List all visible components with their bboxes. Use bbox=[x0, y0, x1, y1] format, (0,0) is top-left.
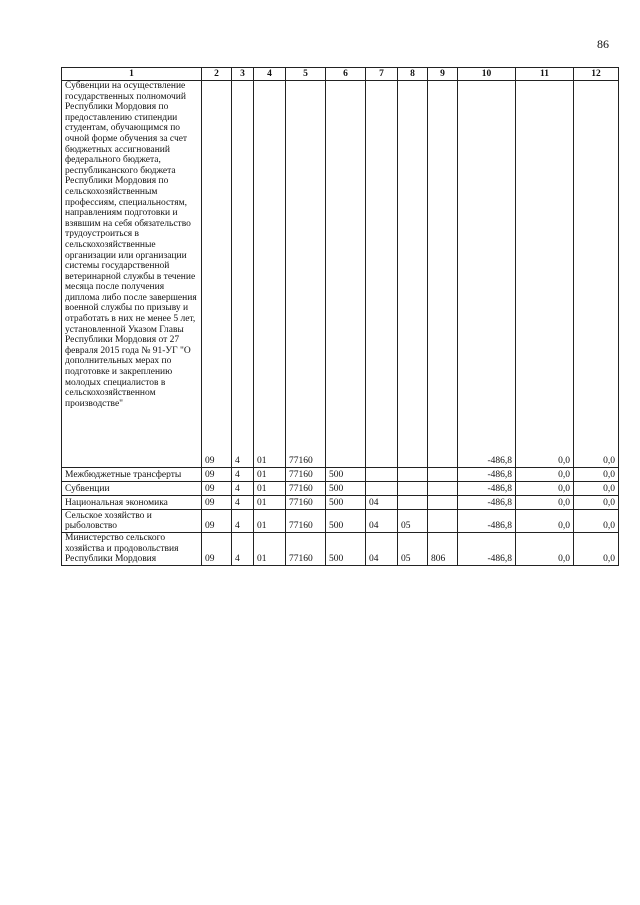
row-name: Национальная экономика bbox=[62, 496, 202, 510]
cell-c2: 09 bbox=[202, 81, 232, 468]
row-name: Субвенции на осуществление государственных полномочий Республики Мордовия по предоставлению стипендии студентам, обучающимся по очной форме обучения за счет бюджетных ассигнований федерального бюджета, республиканского бюджета Республики Мордовия по сельскохозяйственным профессиям, специальностям, направлениям подготовки и взявшим на себя обязательство трудоустроиться в сельскохозяйственные организации или организации системы государственной ветеринарной службы в течение месяца после получения диплома либо после завершения военной службы по призыву и отработать в них не менее 5 лет, установленной Указом Главы Республики Мордовия от 27 февраля 2015 года № 91-УГ "О дополнительных мерах по подготовке и закреплению молодых специалистов в сельскохозяйственном производстве" bbox=[62, 81, 202, 468]
cell-c8 bbox=[398, 81, 428, 468]
table-row bbox=[62, 510, 619, 533]
cell-c7 bbox=[366, 482, 398, 496]
cell-c6: 500 bbox=[326, 510, 366, 533]
cell-c11: 0,0 bbox=[516, 533, 574, 566]
cell-c7: 04 bbox=[366, 510, 398, 533]
cell-c7 bbox=[366, 468, 398, 482]
cell-c7 bbox=[366, 81, 398, 468]
cell-c3: 4 bbox=[232, 510, 254, 533]
cell-c8: 05 bbox=[398, 510, 428, 533]
column-header: 3 bbox=[232, 68, 254, 81]
cell-c10: -486,8 bbox=[458, 81, 516, 468]
column-header: 1 bbox=[62, 68, 202, 81]
cell-c8 bbox=[398, 496, 428, 510]
column-header: 10 bbox=[458, 68, 516, 81]
column-header: 8 bbox=[398, 68, 428, 81]
cell-c8: 05 bbox=[398, 533, 428, 566]
column-header: 6 bbox=[326, 68, 366, 81]
cell-c6: 500 bbox=[326, 533, 366, 566]
cell-c10: -486,8 bbox=[458, 533, 516, 566]
table-row bbox=[62, 533, 619, 566]
cell-c5: 77160 bbox=[286, 81, 326, 468]
cell-c7: 04 bbox=[366, 496, 398, 510]
cell-c5: 77160 bbox=[286, 468, 326, 482]
cell-c6: 500 bbox=[326, 496, 366, 510]
cell-c12: 0,0 bbox=[574, 81, 619, 468]
cell-c9: 806 bbox=[428, 533, 458, 566]
cell-c5: 77160 bbox=[286, 482, 326, 496]
cell-c8 bbox=[398, 482, 428, 496]
cell-c11: 0,0 bbox=[516, 510, 574, 533]
cell-c5: 77160 bbox=[286, 533, 326, 566]
cell-c2: 09 bbox=[202, 468, 232, 482]
cell-c9 bbox=[428, 468, 458, 482]
column-header: 4 bbox=[254, 68, 286, 81]
cell-c2: 09 bbox=[202, 482, 232, 496]
column-header: 12 bbox=[574, 68, 619, 81]
cell-c11: 0,0 bbox=[516, 482, 574, 496]
cell-c3: 4 bbox=[232, 81, 254, 468]
cell-c9 bbox=[428, 81, 458, 468]
cell-c12: 0,0 bbox=[574, 496, 619, 510]
column-header: 9 bbox=[428, 68, 458, 81]
cell-c3: 4 bbox=[232, 468, 254, 482]
column-header: 11 bbox=[516, 68, 574, 81]
cell-c12: 0,0 bbox=[574, 482, 619, 496]
row-name: Субвенции bbox=[62, 482, 202, 496]
cell-c4: 01 bbox=[254, 510, 286, 533]
cell-c3: 4 bbox=[232, 482, 254, 496]
cell-c11: 0,0 bbox=[516, 468, 574, 482]
column-header: 5 bbox=[286, 68, 326, 81]
cell-c6: 500 bbox=[326, 468, 366, 482]
cell-c12: 0,0 bbox=[574, 510, 619, 533]
cell-c8 bbox=[398, 468, 428, 482]
cell-c2: 09 bbox=[202, 533, 232, 566]
cell-c2: 09 bbox=[202, 496, 232, 510]
budget-table bbox=[61, 67, 619, 566]
cell-c9 bbox=[428, 496, 458, 510]
page-number: 86 bbox=[597, 37, 609, 51]
cell-c4: 01 bbox=[254, 496, 286, 510]
table-row bbox=[62, 468, 619, 482]
table-row bbox=[62, 496, 619, 510]
cell-c12: 0,0 bbox=[574, 468, 619, 482]
cell-c11: 0,0 bbox=[516, 81, 574, 468]
cell-c2: 09 bbox=[202, 510, 232, 533]
cell-c4: 01 bbox=[254, 468, 286, 482]
cell-c7: 04 bbox=[366, 533, 398, 566]
cell-c10: -486,8 bbox=[458, 482, 516, 496]
cell-c4: 01 bbox=[254, 81, 286, 468]
cell-c10: -486,8 bbox=[458, 510, 516, 533]
cell-c11: 0,0 bbox=[516, 496, 574, 510]
row-name: Сельское хозяйство и рыболовство bbox=[62, 510, 202, 533]
table-row bbox=[62, 81, 619, 468]
cell-c4: 01 bbox=[254, 533, 286, 566]
cell-c10: -486,8 bbox=[458, 496, 516, 510]
row-name: Межбюджетные трансферты bbox=[62, 468, 202, 482]
cell-c6 bbox=[326, 81, 366, 468]
header-row bbox=[62, 68, 619, 81]
row-name: Министерство сельского хозяйства и продовольствия Республики Мордовия bbox=[62, 533, 202, 566]
cell-c3: 4 bbox=[232, 533, 254, 566]
cell-c5: 77160 bbox=[286, 496, 326, 510]
cell-c12: 0,0 bbox=[574, 533, 619, 566]
cell-c9 bbox=[428, 482, 458, 496]
cell-c3: 4 bbox=[232, 496, 254, 510]
table-row bbox=[62, 482, 619, 496]
cell-c6: 500 bbox=[326, 482, 366, 496]
cell-c5: 77160 bbox=[286, 510, 326, 533]
cell-c10: -486,8 bbox=[458, 468, 516, 482]
column-header: 2 bbox=[202, 68, 232, 81]
cell-c9 bbox=[428, 510, 458, 533]
cell-c4: 01 bbox=[254, 482, 286, 496]
column-header: 7 bbox=[366, 68, 398, 81]
